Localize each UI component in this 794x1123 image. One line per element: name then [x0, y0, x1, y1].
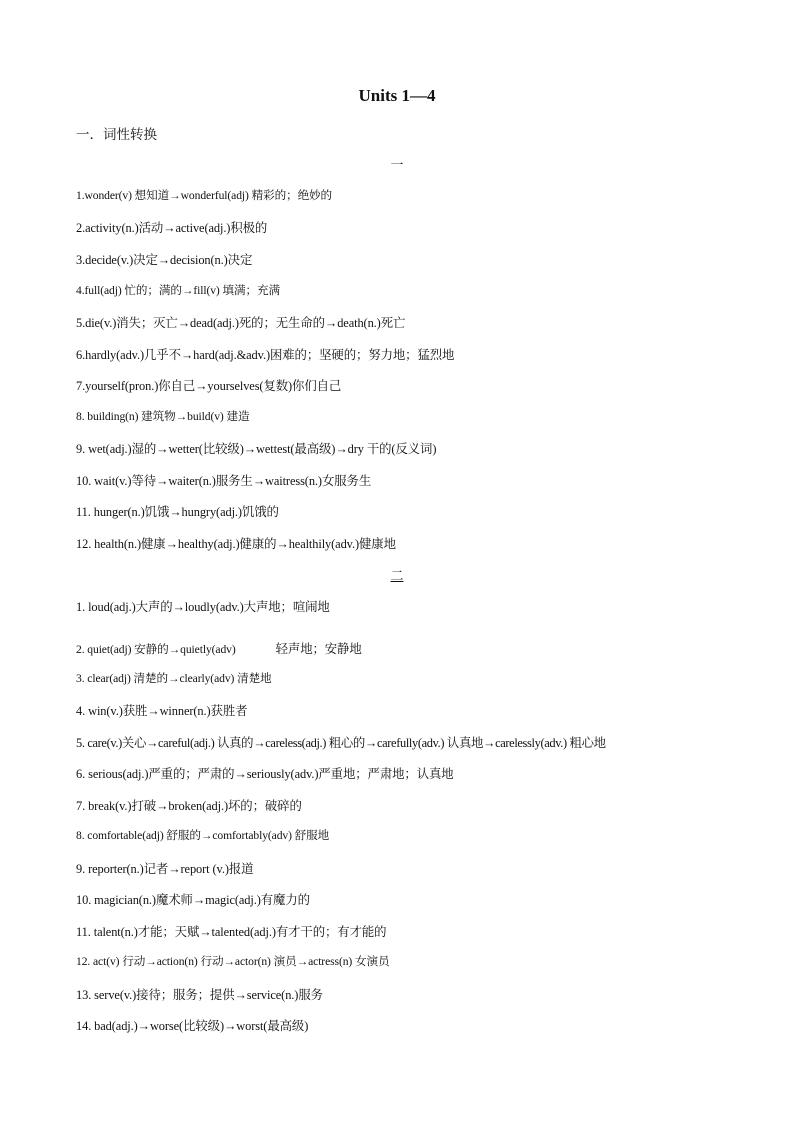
list-item: 11. hunger(n.)饥饿→hungry(adj.)饥饿的: [76, 505, 279, 519]
list-item: 10. magician(n.)魔术师→magic(adj.)有魔力的: [76, 893, 310, 907]
page-title: Units 1—4: [358, 86, 436, 105]
group-heading-1: 一: [390, 158, 404, 173]
list-item: 2.activity(n.)活动→active(adj.)积极的: [76, 221, 268, 235]
list-item: 1. loud(adj.)大声的→loudly(adv.)大声地；喧闹地: [76, 600, 330, 614]
list-item: 13. serve(v.)接待；服务；提供→service(n.)服务: [76, 988, 323, 1002]
list-item: 9. reporter(n.)记者→report (v.)报道: [76, 862, 254, 876]
list-item: 6.hardly(adv.)几乎不→hard(adj.&adv.)困难的；坚硬的；努力地；猛烈地: [76, 348, 455, 362]
list-item: 3.decide(v.)决定→decision(n.)决定: [76, 253, 253, 267]
list-item-left: 2. quiet(adj) 安静的→quietly(adv): [76, 643, 236, 656]
list-item: 5. care(v.)关心→careful(adj.) 认真的→careless(adj.) 粗心的→carefully(adv.) 认真地→carelessly(adv.) 粗心地: [76, 736, 606, 750]
section-heading: 一．词性转换: [76, 127, 157, 143]
list-item: 7. break(v.)打破→broken(adj.)坏的；破碎的: [76, 799, 302, 813]
list-item: 3. clear(adj) 清楚的→clearly(adv) 清楚地: [76, 672, 272, 685]
list-item: 14. bad(adj.)→worse(比较级)→worst(最高级): [76, 1019, 309, 1033]
list-item: 6. serious(adj.)严重的；严肃的→seriously(adv.)严重地；严肃地；认真地: [76, 767, 454, 781]
list-item: 4. win(v.)获胜→winner(n.)获胜者: [76, 704, 248, 718]
list-item: 11. talent(n.)才能；天赋→talented(adj.)有才干的；有才能的: [76, 925, 387, 939]
list-item: 4.full(adj) 忙的；满的→fill(v) 填满；充满: [76, 284, 280, 297]
list-item: 7.yourself(pron.)你自己→yourselves(复数)你们自己: [76, 379, 342, 393]
list-item: 8. comfortable(adj) 舒服的→comfortably(adv) 舒服地: [76, 829, 330, 842]
list-item-right: 轻声地；安静地: [275, 642, 362, 656]
list-item: 8. building(n) 建筑物→build(v) 建造: [76, 410, 250, 423]
list-item: 12. health(n.)健康→healthy(adj.)健康的→healthily(adv.)健康地: [76, 537, 396, 551]
list-item: 12. act(v) 行动→action(n) 行动→actor(n) 演员→actress(n) 女演员: [76, 955, 390, 968]
list-item: 10. wait(v.)等待→waiter(n.)服务生→waitress(n.)女服务生: [76, 474, 372, 488]
list-item: 1.wonder(v) 想知道→wonderful(adj) 精彩的；绝妙的: [76, 189, 333, 202]
list-item: 9. wet(adj.)湿的→wetter(比较级)→wettest(最高级)→dry 干的(反义词): [76, 442, 437, 456]
list-item: [76, 639, 362, 657]
group-heading-2: 二: [390, 569, 404, 584]
list-item: 5.die(v.)消失；灭亡→dead(adj.)死的；无生命的→death(n.)死亡: [76, 316, 406, 330]
